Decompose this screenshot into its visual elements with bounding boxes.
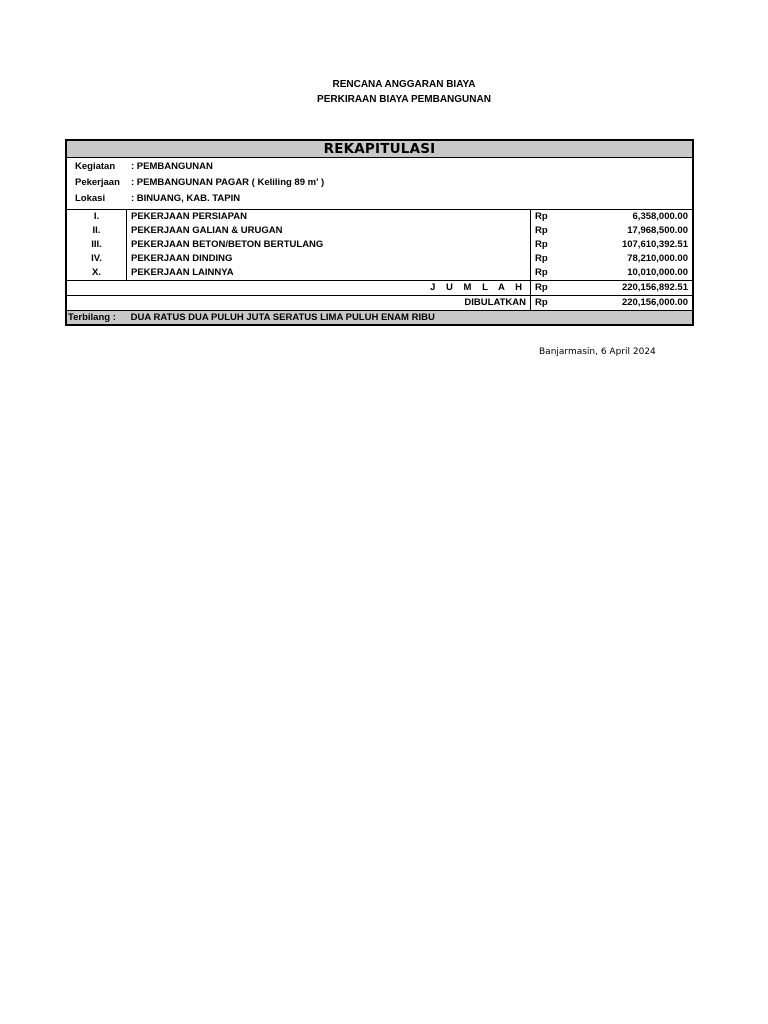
- amount-in-words: [67, 311, 692, 324]
- info-label: Pekerjaan: [75, 177, 120, 188]
- item-number: III.: [67, 238, 127, 252]
- item-currency: Rp: [535, 211, 548, 222]
- total-currency: Rp: [531, 281, 575, 296]
- item-number: I.: [67, 210, 127, 224]
- project-info: [67, 158, 692, 210]
- rounded-row: [67, 296, 692, 311]
- total-amount: 220,156,892.51: [574, 281, 692, 296]
- table-row: [67, 266, 692, 281]
- table-row: [67, 238, 692, 252]
- item-number: X.: [67, 266, 127, 281]
- info-value: : PEMBANGUNAN PAGAR ( Keliling 89 m' ): [131, 177, 325, 188]
- item-currency: Rp: [535, 225, 548, 236]
- info-row-pekerjaan: [67, 175, 692, 191]
- item-amount: 17,968,500.00: [627, 225, 688, 236]
- item-description: PEKERJAAN DINDING: [127, 252, 531, 266]
- item-amount: 10,010,000.00: [574, 266, 692, 281]
- place-date: Banjarmasin, 6 April 2024: [539, 347, 656, 357]
- item-currency: Rp: [535, 253, 548, 264]
- sheet-header: REKAPITULASI: [67, 141, 692, 158]
- info-row-lokasi: [67, 191, 692, 207]
- rounded-label: DIBULATKAN: [67, 296, 531, 311]
- info-label: Lokasi: [75, 193, 106, 204]
- document-title: RENCANA ANGGARAN BIAYA: [332, 79, 476, 90]
- item-number: II.: [67, 224, 127, 238]
- table-row: [67, 210, 692, 224]
- item-amount: 78,210,000.00: [627, 253, 688, 264]
- item-amount: 6,358,000.00: [632, 211, 688, 222]
- rounded-currency: Rp: [531, 296, 575, 311]
- cost-table: [67, 210, 692, 311]
- table-row: [67, 224, 692, 238]
- document-subtitle: PERKIRAAN BIAYA PEMBANGUNAN: [317, 94, 491, 105]
- item-description: PEKERJAAN LAINNYA: [127, 266, 531, 281]
- total-label-text: J U M L A H: [430, 282, 526, 293]
- total-label: [67, 281, 531, 296]
- in-words-label: Terbilang :: [68, 312, 116, 323]
- info-row-kegiatan: [67, 159, 692, 175]
- in-words-value: DUA RATUS DUA PULUH JUTA SERATUS LIMA PULUH ENAM RIBU: [130, 312, 435, 323]
- recap-sheet: [65, 139, 694, 326]
- table-row: [67, 252, 692, 266]
- rounded-amount: 220,156,000.00: [574, 296, 692, 311]
- info-value: : BINUANG, KAB. TAPIN: [131, 193, 241, 204]
- total-row: [67, 281, 692, 296]
- item-currency: Rp: [535, 239, 548, 250]
- info-label: Kegiatan: [75, 161, 116, 172]
- info-value: : PEMBANGUNAN: [131, 161, 213, 172]
- item-description: PEKERJAAN PERSIAPAN: [127, 210, 531, 224]
- item-amount: 107,610,392.51: [621, 239, 688, 250]
- item-description: PEKERJAAN GALIAN & URUGAN: [127, 224, 531, 238]
- item-currency: Rp: [531, 266, 575, 281]
- item-number: IV.: [67, 252, 127, 266]
- item-description: PEKERJAAN BETON/BETON BERTULANG: [127, 238, 531, 252]
